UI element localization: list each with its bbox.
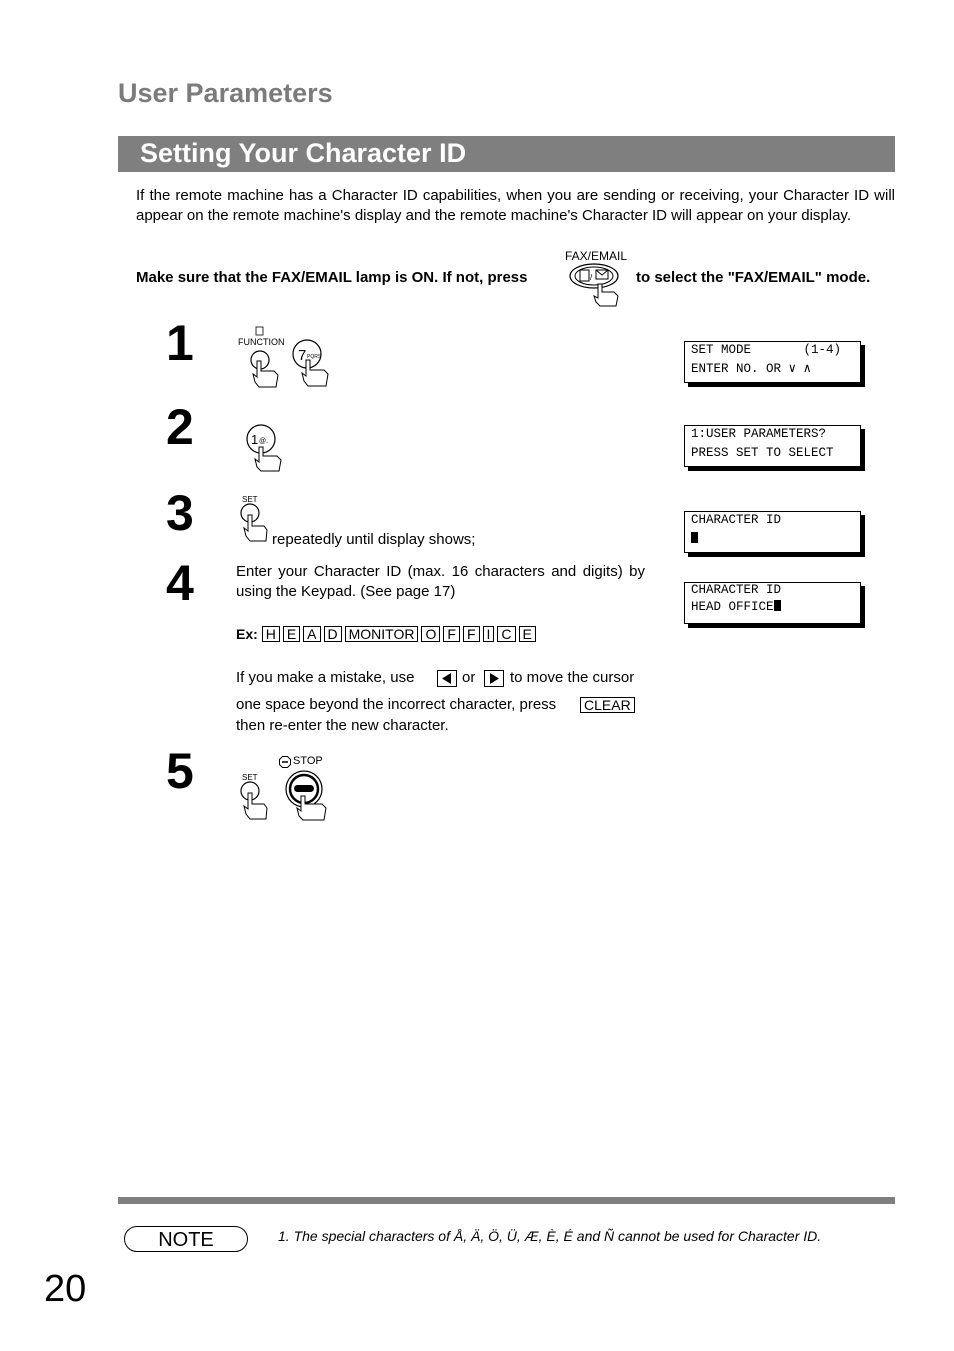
note-badge: NOTE: [124, 1226, 248, 1252]
stop-key-label: STOP: [293, 755, 323, 767]
set-key-label: SET: [242, 495, 258, 504]
stop-icon: [279, 756, 291, 768]
example-row: [236, 626, 539, 642]
clear-key: CLEAR: [580, 697, 635, 713]
left-arrow-key-icon: [437, 670, 457, 688]
key-f: F: [463, 626, 480, 642]
stop-key-icon: [284, 770, 332, 824]
lcd-cursor: [774, 600, 781, 611]
key-d: D: [324, 626, 342, 642]
lamp-instruction-before: Make sure that the FAX/EMAIL lamp is ON. If not, press: [136, 269, 528, 286]
example-label: Ex:: [236, 626, 258, 642]
step-4-text: Enter your Character ID (max. 16 characters and digits) by using the Keypad. (See page 17): [236, 563, 645, 600]
lcd-line-1: 1:USER PARAMETERS?: [691, 427, 827, 441]
key-7-icon: [290, 340, 332, 390]
function-key-label: FUNCTION: [238, 337, 285, 347]
set-key-label: SET: [242, 773, 258, 782]
lcd-line-2: HEAD OFFICE: [691, 598, 860, 617]
mistake-text-2: to move the cursor: [510, 669, 635, 686]
svg-text:1: 1: [251, 432, 259, 447]
key-1-icon: [243, 425, 285, 475]
lcd-line-2: ENTER NO. OR ∨ ∧: [691, 362, 812, 376]
svg-text:7: 7: [298, 347, 307, 364]
lcd-line-1: SET MODE (1-4): [691, 343, 842, 357]
step-number-2: 2: [166, 399, 194, 455]
lamp-instruction-after: to select the "FAX/EMAIL" mode.: [636, 269, 871, 286]
mistake-text-4: then re-enter the new character.: [236, 717, 449, 734]
key-h: H: [262, 626, 280, 642]
key-e: E: [519, 626, 536, 642]
key-f: F: [443, 626, 460, 642]
step-number-1: 1: [166, 315, 194, 371]
page-title: Setting Your Character ID: [140, 138, 467, 168]
function-key-icon: [248, 327, 288, 389]
svg-text:/: /: [590, 273, 593, 282]
section-title: User Parameters: [118, 78, 333, 108]
lcd-display-step-4: [684, 582, 861, 624]
key-e: E: [283, 626, 300, 642]
mistake-text-3: one space beyond the incorrect character, press: [236, 696, 557, 713]
right-arrow-key-icon: [484, 670, 504, 688]
note-text: 1. The special characters of Å, Ä, Ö, Ü, Æ, È, É and Ñ cannot be used for Character ID.: [278, 1228, 822, 1244]
lcd-line-2: PRESS SET TO SELECT: [691, 446, 834, 460]
page-number: 20: [44, 1268, 87, 1310]
intro-paragraph: If the remote machine has a Character ID capabilities, when you are sending or receiving, your Character ID will appear on the remote machine's display and the remote machine's Character ID will appear on your display.: [136, 187, 895, 224]
mistake-or: or: [462, 669, 476, 686]
footer-rule: [118, 1197, 895, 1204]
page-title-banner: [118, 136, 895, 172]
step-number-3: 3: [166, 485, 194, 541]
key-monitor: MONITOR: [345, 626, 419, 642]
svg-text:@.: @.: [259, 438, 269, 445]
fax-email-button-icon: [568, 262, 628, 310]
step-3-text: repeatedly until display shows;: [272, 531, 476, 548]
set-key-icon: [240, 781, 272, 823]
step-number-5: 5: [166, 743, 194, 799]
fax-email-button-label: FAX/EMAIL: [565, 249, 628, 263]
lcd-cursor: [691, 532, 698, 543]
lcd-line-1: CHARACTER ID: [691, 583, 782, 597]
set-key-icon: [240, 503, 272, 545]
lcd-line-1: CHARACTER ID: [691, 513, 782, 527]
key-i: I: [483, 626, 495, 642]
lcd-display-step-1: [684, 341, 861, 383]
lcd-display-step-2: [684, 425, 861, 467]
mistake-text-1: If you make a mistake, use: [236, 669, 415, 686]
key-o: O: [421, 626, 440, 642]
key-a: A: [303, 626, 320, 642]
step-number-4: 4: [166, 555, 194, 611]
key-c: C: [497, 626, 515, 642]
lcd-line-2: [691, 530, 860, 549]
lcd-display-step-3: [684, 511, 861, 553]
svg-text:PQRS: PQRS: [307, 354, 322, 360]
